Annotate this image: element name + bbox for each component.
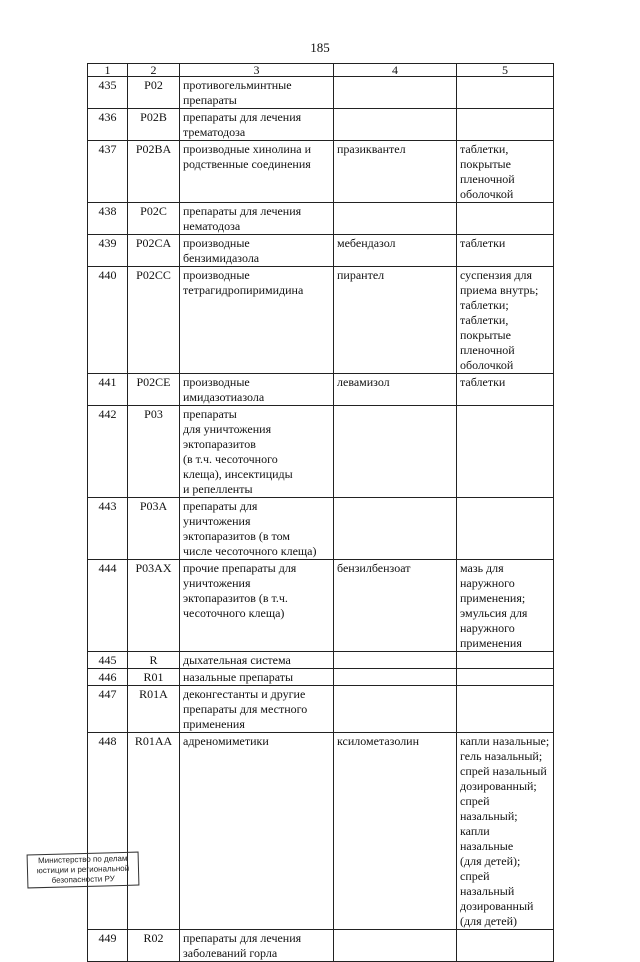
dosage-form: таблетки (460, 236, 506, 250)
table-row (88, 930, 554, 962)
group-name-cell (180, 560, 334, 652)
atc-code: P02CC (136, 268, 171, 282)
row-number-cell (88, 930, 128, 962)
group-name-cell (180, 235, 334, 267)
atc-code-cell (128, 141, 180, 203)
group-name: назальные препараты (183, 670, 294, 684)
atc-code-cell (128, 498, 180, 560)
header-col-4: 4 (334, 64, 457, 77)
atc-code: R01 (143, 670, 164, 684)
group-name-cell (180, 267, 334, 374)
drug-name-cell (334, 235, 457, 267)
atc-code: R01A (139, 687, 168, 701)
stamp-line-3: безопасности РУ (51, 874, 115, 885)
row-number-cell (88, 235, 128, 267)
dosage-form: капли назальные; гель назальный; спрей назальный дозированный; спрей назальный; капли назальные (для детей); спрей назальный дозированный (для детей) (460, 734, 550, 928)
atc-code-cell (128, 406, 180, 498)
atc-code: R01AA (134, 734, 173, 748)
atc-code-cell (128, 203, 180, 235)
row-number-cell (88, 203, 128, 235)
dosage-form-cell (457, 141, 554, 203)
group-name-cell (180, 374, 334, 406)
row-number-cell (88, 109, 128, 141)
table-row (88, 77, 554, 109)
group-name: прочие препараты для уничтожения эктопаразитов (в т.ч. чесоточного клеща) (183, 561, 297, 620)
group-name-cell (180, 652, 334, 669)
group-name-cell (180, 930, 334, 962)
table-row (88, 267, 554, 374)
atc-code-cell (128, 669, 180, 686)
atc-code: P02C (140, 204, 167, 218)
page-number: 185 (310, 40, 330, 55)
table-row (88, 733, 554, 930)
header-col-3: 3 (180, 64, 334, 77)
table-header-row (88, 64, 554, 77)
atc-code: P03A (139, 499, 168, 513)
header-col-2: 2 (128, 64, 180, 77)
group-name-cell (180, 669, 334, 686)
drug-name-cell (334, 930, 457, 962)
dosage-form-cell (457, 669, 554, 686)
row-number: 439 (98, 236, 117, 250)
row-number: 445 (98, 653, 117, 667)
group-name-cell (180, 77, 334, 109)
atc-code: P02CA (135, 236, 172, 250)
dosage-form: таблетки, покрытые пленочной оболочкой (460, 142, 515, 201)
atc-code-cell (128, 109, 180, 141)
row-number: 443 (98, 499, 117, 513)
row-number: 442 (98, 407, 117, 421)
group-name: противогельминтные препараты (183, 78, 292, 107)
ministry-stamp (27, 852, 140, 889)
group-name: производные хинолина и родственные соединения (183, 142, 312, 171)
dosage-form-cell (457, 498, 554, 560)
dosage-form: мазь для наружного применения; эмульсия для наружного применения (460, 561, 528, 650)
drug-name: ксилометазолин (337, 734, 420, 748)
drug-name-cell (334, 374, 457, 406)
group-name: препараты для уничтожения эктопаразитов (в том числе чесоточного клеща) (183, 499, 317, 558)
drug-name-cell (334, 498, 457, 560)
group-name: препараты для лечения заболеваний горла (183, 931, 302, 960)
atc-code-cell (128, 733, 180, 930)
atc-code: P02CE (136, 375, 171, 389)
header-col-5: 5 (457, 64, 554, 77)
table-row (88, 235, 554, 267)
drug-name-cell (334, 733, 457, 930)
dosage-form-cell (457, 77, 554, 109)
drug-name: левамизол (337, 375, 390, 389)
row-number: 448 (98, 734, 117, 748)
group-name-cell (180, 109, 334, 141)
table-row (88, 560, 554, 652)
drug-name: празиквантел (337, 142, 406, 156)
dosage-form-cell (457, 930, 554, 962)
drug-name-cell (334, 560, 457, 652)
table-row (88, 203, 554, 235)
drug-name-cell (334, 77, 457, 109)
dosage-form-cell (457, 652, 554, 669)
atc-code-cell (128, 267, 180, 374)
row-number: 436 (98, 110, 117, 124)
atc-code-cell (128, 374, 180, 406)
atc-code: P03 (144, 407, 163, 421)
table-row (88, 686, 554, 733)
table-row (88, 652, 554, 669)
group-name: препараты для лечения нематодоза (183, 204, 302, 233)
atc-code: P02B (140, 110, 167, 124)
table-row (88, 498, 554, 560)
atc-code-cell (128, 77, 180, 109)
dosage-form-cell (457, 267, 554, 374)
group-name-cell (180, 406, 334, 498)
row-number-cell (88, 669, 128, 686)
group-name: дыхательная система (183, 653, 291, 667)
atc-code: P02 (144, 78, 163, 92)
row-number-cell (88, 686, 128, 733)
header-col-1: 1 (88, 64, 128, 77)
group-name: деконгестанты и другие препараты для местного применения (183, 687, 308, 731)
row-number-cell (88, 77, 128, 109)
row-number: 444 (98, 561, 117, 575)
dosage-form-cell (457, 406, 554, 498)
row-number: 446 (98, 670, 117, 684)
group-name: производные имидазотиазола (183, 375, 265, 404)
row-number: 438 (98, 204, 117, 218)
group-name: адреномиметики (183, 734, 269, 748)
group-name: производные бензимидазола (183, 236, 260, 265)
atc-code: R (149, 653, 158, 667)
atc-code-cell (128, 235, 180, 267)
drug-name: пирантел (337, 268, 385, 282)
drug-table (87, 63, 554, 962)
dosage-form-cell (457, 203, 554, 235)
group-name-cell (180, 203, 334, 235)
atc-code-cell (128, 930, 180, 962)
table-row (88, 406, 554, 498)
dosage-form-cell (457, 374, 554, 406)
atc-code: P02BA (135, 142, 172, 156)
row-number: 441 (98, 375, 117, 389)
group-name-cell (180, 141, 334, 203)
dosage-form-cell (457, 686, 554, 733)
row-number: 437 (98, 142, 117, 156)
table-row (88, 374, 554, 406)
table-row (88, 669, 554, 686)
stamp-line-2: юстиции и региональной (36, 863, 130, 876)
row-number-cell (88, 652, 128, 669)
atc-code-cell (128, 686, 180, 733)
drug-name-cell (334, 686, 457, 733)
stamp-line-1: Министерство по делам (37, 853, 128, 866)
dosage-form-cell (457, 109, 554, 141)
group-name-cell (180, 733, 334, 930)
group-name: производные тетрагидропиримидина (183, 268, 304, 297)
row-number: 449 (98, 931, 117, 945)
drug-name-cell (334, 406, 457, 498)
drug-name-cell (334, 267, 457, 374)
row-number: 440 (98, 268, 117, 282)
table-row (88, 141, 554, 203)
atc-code-cell (128, 560, 180, 652)
row-number-cell (88, 406, 128, 498)
row-number-cell (88, 498, 128, 560)
table-row (88, 109, 554, 141)
atc-code-cell (128, 652, 180, 669)
dosage-form-cell (457, 733, 554, 930)
row-number: 435 (98, 78, 117, 92)
drug-name: мебендазол (337, 236, 396, 250)
group-name: препараты для лечения трематодоза (183, 110, 302, 139)
drug-name-cell (334, 669, 457, 686)
dosage-form: таблетки (460, 375, 506, 389)
drug-name: бензилбензоат (337, 561, 411, 575)
row-number: 447 (98, 687, 117, 701)
row-number-cell (88, 267, 128, 374)
group-name: препараты для уничтожения эктопаразитов (в т.ч. чесоточного клеща), инсектициды и репелленты (183, 407, 293, 496)
row-number-cell (88, 733, 128, 930)
group-name-cell (180, 498, 334, 560)
dosage-form: суспензия для приема внутрь; таблетки; таблетки, покрытые пленочной оболочкой (460, 268, 539, 372)
drug-name-cell (334, 652, 457, 669)
drug-name-cell (334, 109, 457, 141)
atc-code: P03AX (135, 561, 172, 575)
atc-code: R02 (143, 931, 164, 945)
dosage-form-cell (457, 235, 554, 267)
drug-name-cell (334, 141, 457, 203)
dosage-form-cell (457, 560, 554, 652)
row-number-cell (88, 560, 128, 652)
group-name-cell (180, 686, 334, 733)
row-number-cell (88, 374, 128, 406)
row-number-cell (88, 141, 128, 203)
drug-name-cell (334, 203, 457, 235)
